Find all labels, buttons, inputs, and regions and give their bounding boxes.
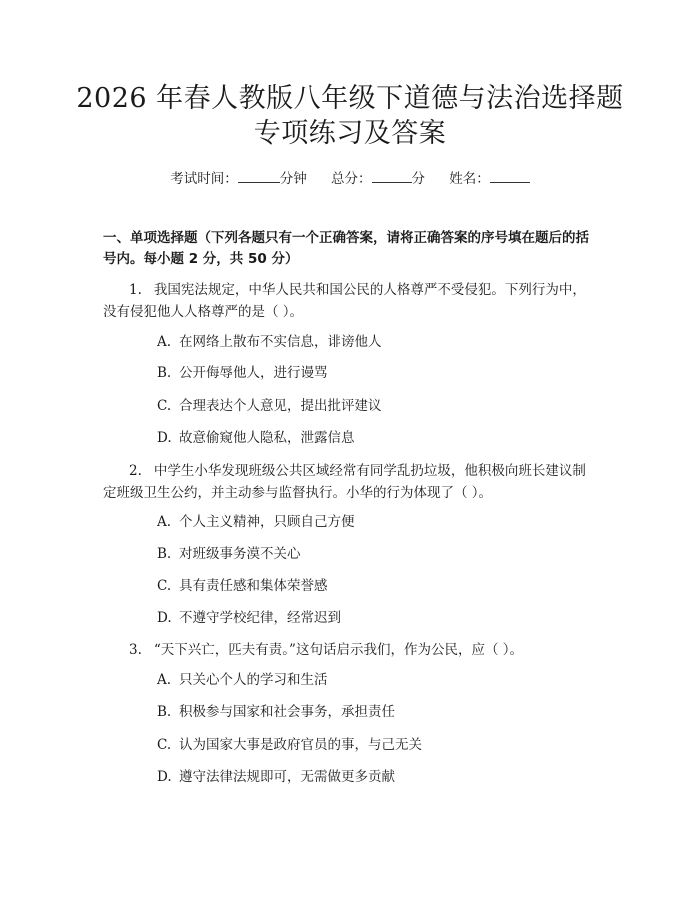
exam-time-blank — [238, 168, 280, 183]
option-letter: C. — [157, 578, 172, 594]
exam-info — [0, 168, 700, 189]
total-score-unit: 分 — [411, 171, 425, 187]
option-text: 不遵守学校纪律，经常迟到 — [179, 610, 341, 626]
option-letter: B. — [157, 365, 172, 381]
option-text: 在网络上散布不实信息，诽谤他人 — [179, 334, 382, 350]
exam-time-unit: 分钟 — [279, 171, 307, 187]
question-number: 2. — [129, 463, 142, 479]
option-letter: D. — [157, 610, 172, 626]
total-score-label: 总分： — [331, 171, 372, 187]
question-text: “天下兴亡，匹夫有责。”这句话启示我们，作为公民，应（ ）。 — [153, 642, 523, 658]
question-2-option-a — [157, 512, 597, 532]
total-score-field — [331, 171, 425, 187]
student-name-field — [449, 171, 530, 187]
question-2-option-d — [157, 608, 597, 628]
option-text: 故意偷窥他人隐私，泄露信息 — [179, 430, 355, 446]
question-number: 3. — [129, 642, 142, 658]
option-text: 个人主义精神，只顾自己方便 — [179, 514, 355, 530]
option-letter: C. — [157, 398, 172, 414]
option-letter: D. — [157, 430, 172, 446]
question-number: 1. — [129, 282, 142, 298]
question-1-option-a — [157, 332, 597, 352]
option-text: 只关心个人的学习和生活 — [179, 672, 328, 688]
option-letter: B. — [157, 546, 172, 562]
question-3-option-c — [157, 735, 597, 755]
option-letter: A. — [157, 514, 172, 530]
question-2-option-b — [157, 544, 597, 564]
question-3-option-d — [157, 767, 597, 787]
student-name-blank — [490, 168, 530, 183]
question-2-option-c — [157, 576, 597, 596]
question-text: 我国宪法规定，中华人民共和国公民的人格尊严不受侵犯。下列行为中，没有侵犯他人人格尊严的是（ ）。 — [103, 282, 586, 320]
question-1-option-b — [157, 363, 597, 383]
total-score-blank — [372, 168, 412, 183]
question-1-option-d — [157, 428, 597, 448]
page-title-line1: 2026 年春人教版八年级下道德与法治选择题 — [76, 83, 624, 114]
student-name-label: 姓名： — [449, 171, 490, 187]
option-letter: A. — [157, 334, 172, 350]
question-2 — [103, 460, 598, 504]
question-1 — [103, 279, 598, 323]
page-title-line2: 专项练习及答案 — [253, 118, 447, 149]
question-3-option-a — [157, 670, 597, 690]
question-3-option-b — [157, 702, 597, 722]
option-text: 具有责任感和集体荣誉感 — [179, 578, 328, 594]
exam-time-label: 考试时间： — [170, 171, 238, 187]
option-text: 遵守法律法规即可，无需做更多贡献 — [179, 769, 395, 785]
exam-time-field — [170, 171, 307, 187]
section-heading: 一、单项选择题（下列各题只有一个正确答案，请将正确答案的序号填在题后的括号内。每小题 2 分，共 50 分） — [103, 230, 589, 267]
question-1-option-c — [157, 396, 597, 416]
question-text: 中学生小华发现班级公共区域经常有同学乱扔垃圾，他积极向班长建议制定班级卫生公约，并主动参与监督执行。小华的行为体现了（ ）。 — [103, 463, 586, 501]
option-text: 积极参与国家和社会事务，承担责任 — [179, 704, 395, 720]
option-letter: C. — [157, 737, 172, 753]
option-letter: D. — [157, 769, 172, 785]
option-text: 合理表达个人意见，提出批评建议 — [179, 398, 382, 414]
option-text: 公开侮辱他人，进行谩骂 — [179, 365, 328, 381]
option-letter: B. — [157, 704, 172, 720]
option-text: 对班级事务漠不关心 — [179, 546, 301, 562]
option-letter: A. — [157, 672, 172, 688]
question-3 — [103, 639, 598, 661]
option-text: 认为国家大事是政府官员的事，与己无关 — [179, 737, 422, 753]
